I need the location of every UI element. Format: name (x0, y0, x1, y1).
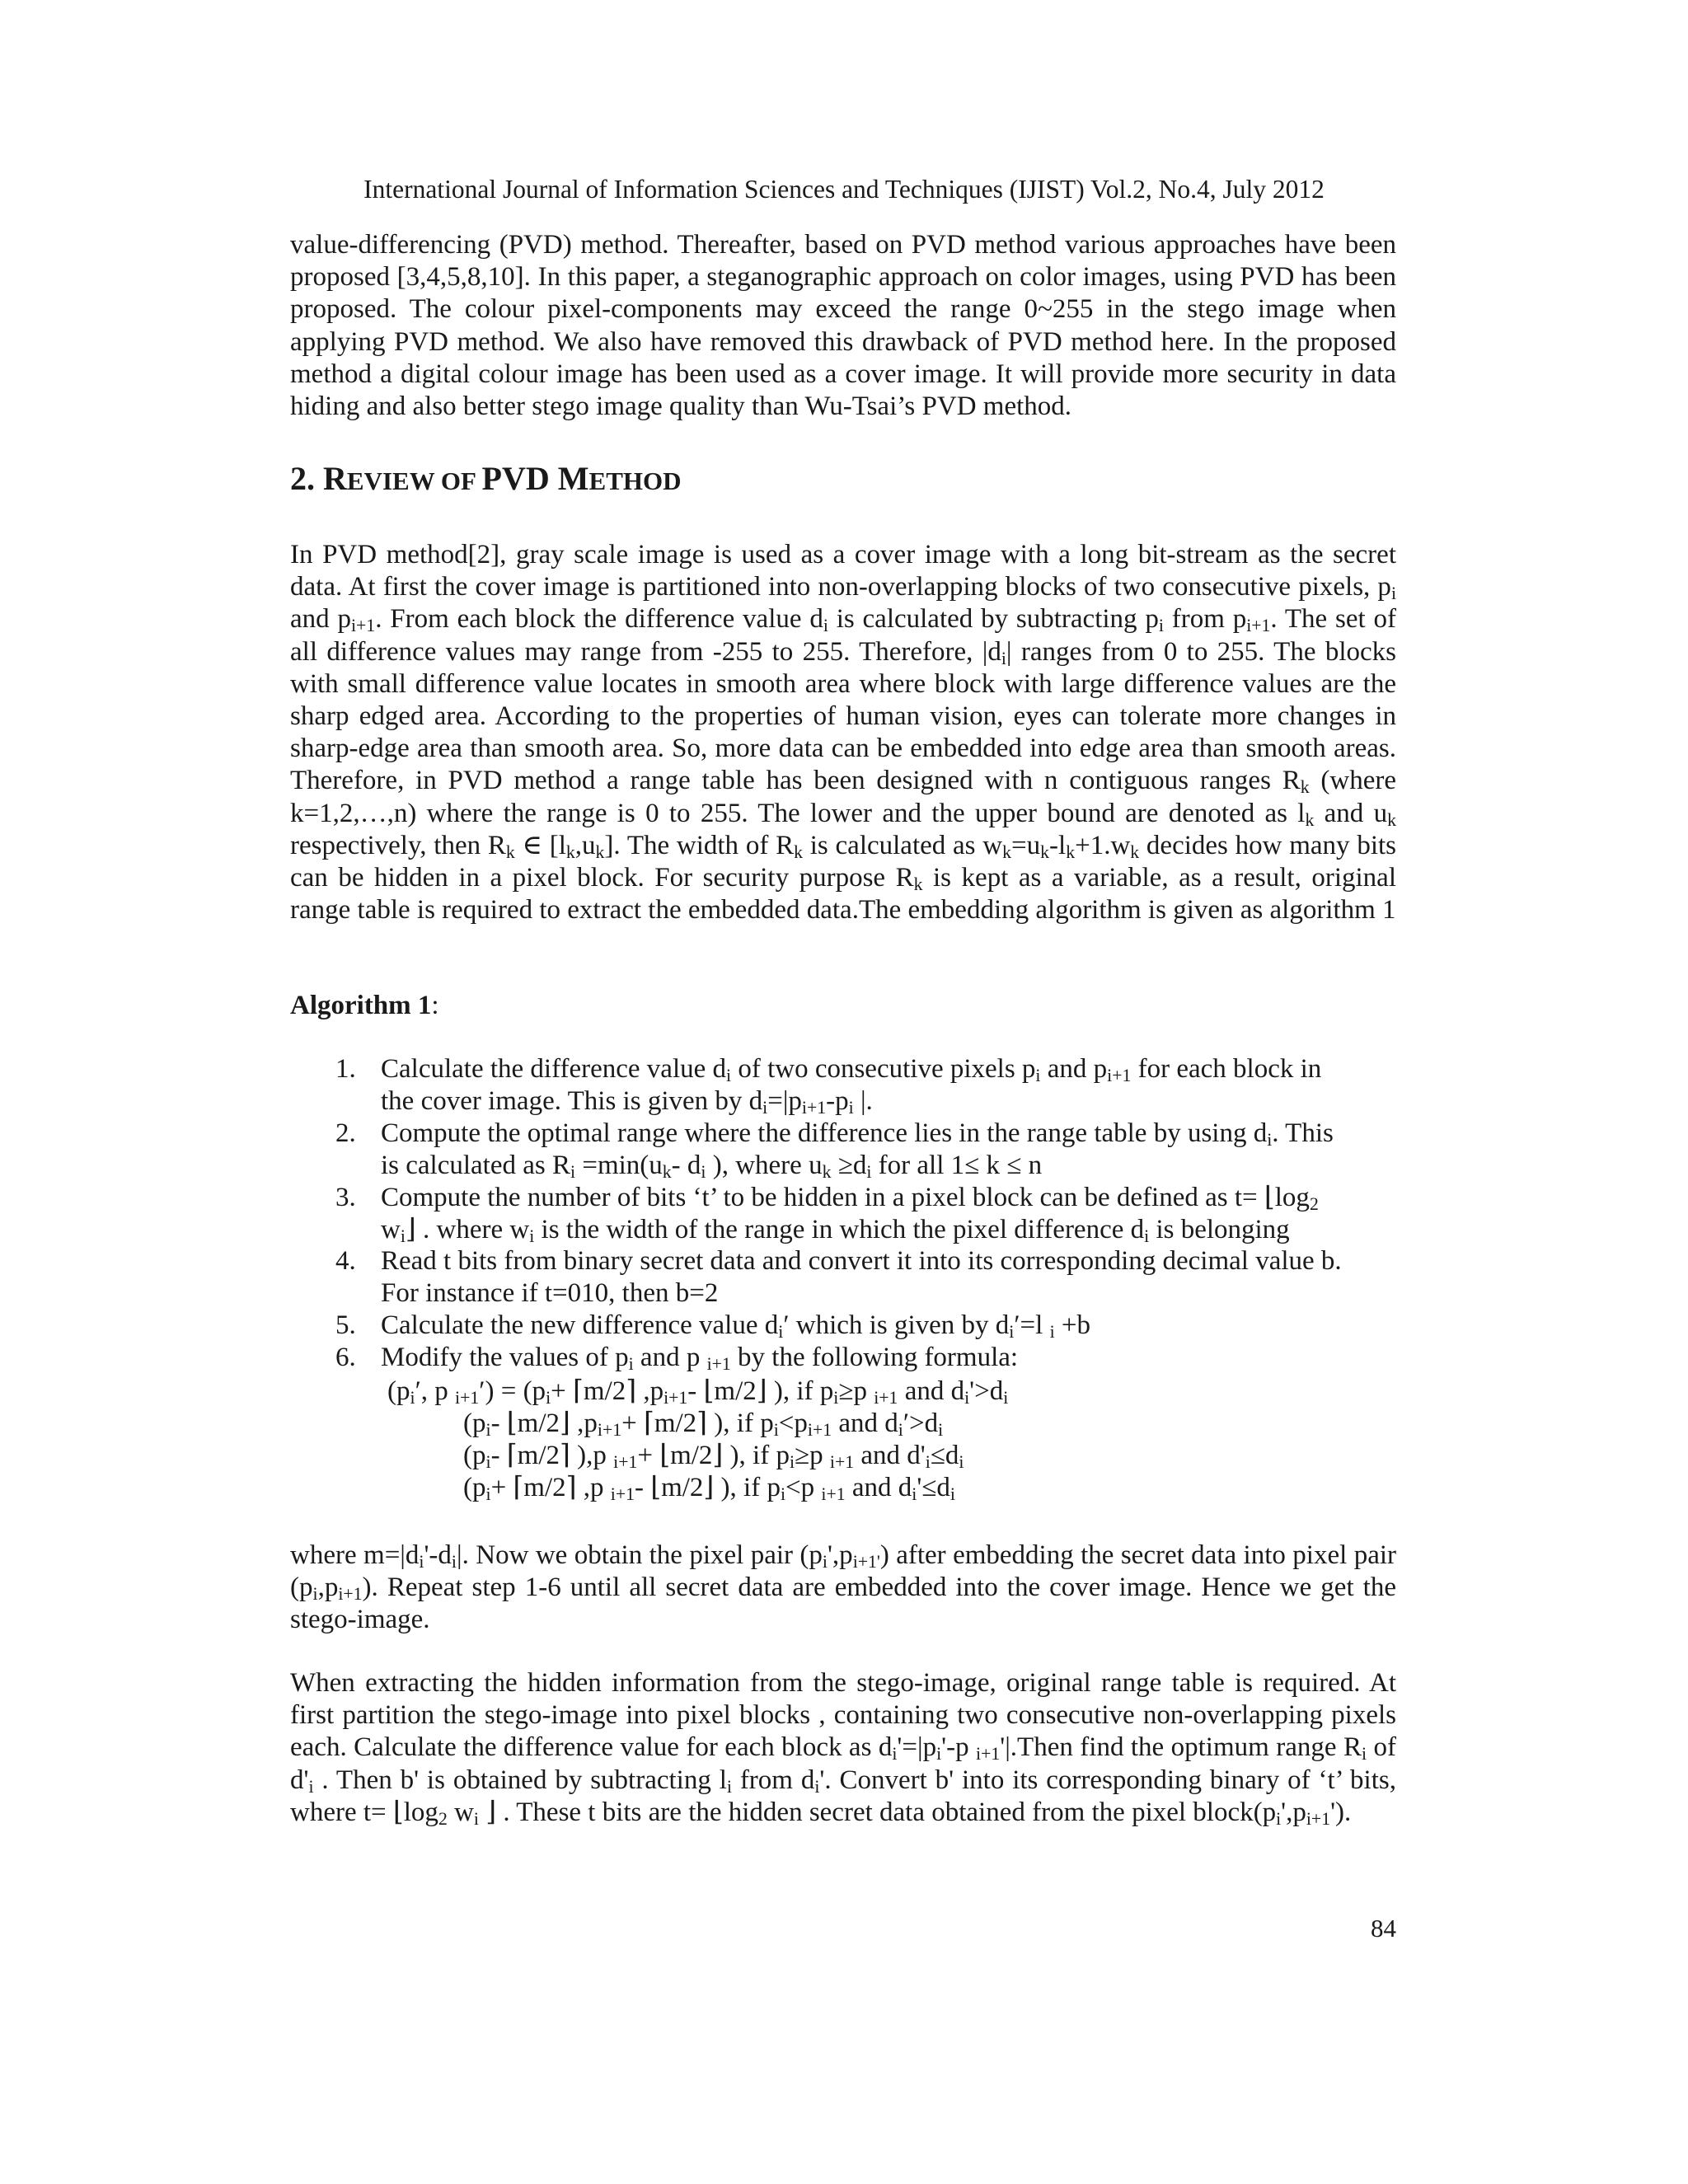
review-paragraph-subscript: k (1300, 777, 1310, 798)
formula-text: <p (778, 1408, 808, 1438)
review-paragraph-subscript: k (565, 841, 575, 862)
extract-paragraph-subscript: i+1 (976, 1744, 1001, 1765)
review-paragraph (290, 539, 1396, 926)
intro-block (290, 229, 1396, 423)
extract-paragraph-subscript: 2 (438, 1808, 448, 1829)
review-paragraph-text: respectively, then R (290, 830, 506, 860)
formula-subscript: i+1 (597, 1419, 622, 1440)
formula-text: <p (785, 1472, 822, 1502)
section-title-part-4: ETHOD (588, 466, 682, 495)
algorithm-heading-colon: : (431, 991, 439, 1020)
extract-paragraph-subscript: i (308, 1776, 314, 1797)
algorithm-step (290, 1118, 1396, 1182)
algorithm-step-text: +b (1054, 1310, 1091, 1341)
review-paragraph-subscript: k (794, 841, 803, 862)
after-paragraph-subscript: i (312, 1583, 318, 1604)
review-paragraph-text: decides how many bits can be hidden in a pixel block. For security purpose R (290, 830, 1396, 893)
section-title-part-2: EVIEW OF (346, 466, 482, 495)
review-paragraph-text: -l (1049, 830, 1067, 860)
algorithm-step-subscript: i+1 (1107, 1065, 1132, 1085)
section-heading-block (290, 459, 1396, 501)
extract-paragraph-subscript: i (892, 1744, 898, 1765)
after-paragraph-text: ). Repeat step 1-6 until all secret data are embedded into the cover image. Hence we get the stego-image. (290, 1572, 1396, 1635)
review-paragraph-subscript: k (1305, 809, 1315, 830)
algorithm-step-line (381, 1214, 1396, 1246)
algorithm-step-line (381, 1342, 1396, 1374)
formula-subscript: i+1 (613, 1451, 638, 1472)
formula-text: and d (845, 1472, 912, 1502)
formula-text: ≥p (838, 1376, 874, 1406)
review-paragraph-subscript: k (1040, 841, 1050, 862)
algorithm-formula (290, 1376, 1008, 1504)
extract-paragraph-subscript: i (814, 1776, 820, 1797)
review-paragraph-subscript: i (1390, 583, 1396, 603)
review-paragraph-text: +1.w (1075, 830, 1131, 860)
algorithm-step-text: and p (1040, 1054, 1108, 1084)
review-paragraph-text: and u (1314, 798, 1388, 828)
extract-paragraph-text: of d' (290, 1732, 1396, 1795)
formula-line (290, 1440, 1008, 1472)
formula-subscript: i (950, 1483, 955, 1504)
algorithm-heading-block (290, 990, 1396, 1022)
algorithm-step-line (381, 1053, 1396, 1085)
formula-subscript: i (410, 1387, 415, 1408)
extract-paragraph-text: w (447, 1797, 474, 1827)
extract-paragraph (290, 1667, 1396, 1829)
algorithm-step-text: -p (826, 1085, 849, 1116)
formula-subscript: i (789, 1451, 795, 1472)
review-paragraph-subscript: k (505, 841, 515, 862)
formula-text: + ⌈m/2⌉ ,p (490, 1472, 611, 1502)
review-paragraph-subscript: k (1130, 841, 1140, 862)
extract-paragraph-subscript: i (1276, 1808, 1282, 1829)
section-number: 2. (290, 460, 315, 497)
extract-paragraph-text: When extracting the hidden information from the stego-image, original range table is required. At first partition the stego-image into pixel blocks , containing two consecutive non-overlapping pixels each. Calculate the difference value for each block as d (290, 1668, 1396, 1763)
formula-text: ′>d (903, 1408, 939, 1438)
formula-subscript: i+1 (874, 1387, 898, 1408)
formula-line (290, 1376, 1008, 1408)
algorithm-step-line (381, 1085, 1396, 1118)
algorithm-step-subscript: i (866, 1161, 872, 1182)
section-title-part-1: R (323, 460, 347, 497)
algorithm-step-subscript: i (1035, 1065, 1041, 1085)
extract-paragraph-text: '. Convert b' into its corresponding binary of ‘t’ bits, where t= ⌊log (290, 1765, 1396, 1827)
algorithm-step-text: - d (671, 1150, 701, 1180)
formula-subscript: i (959, 1451, 964, 1472)
algorithm-step-number: 1. (335, 1054, 356, 1084)
algorithm-step-subscript: i (1144, 1226, 1150, 1246)
formula-text: + ⌊m/2⌋ ), if p (637, 1440, 790, 1470)
formula-subscript: i+1 (663, 1387, 688, 1408)
algorithm-step (290, 1182, 1396, 1246)
algorithm-step-text: Calculate the difference value d (381, 1054, 727, 1084)
formula-line (290, 1408, 1008, 1440)
review-paragraph-text: is calculated by subtracting p (828, 604, 1159, 635)
review-paragraph-text: . The set of all difference values may range from -255 to 255. Therefore, |d (290, 604, 1396, 667)
review-paragraph-subscript: k (1387, 809, 1396, 830)
after-paragraph-text: ) after embedding the secret data into pixel pair (p (290, 1540, 1396, 1603)
algorithm-step-text: by the following formula: (730, 1343, 1019, 1373)
formula-subscript: i (1003, 1387, 1009, 1408)
formula-text: (p (387, 1376, 410, 1406)
algorithm-steps (290, 1053, 1396, 1374)
algorithm-step-number: 2. (335, 1118, 356, 1148)
review-paragraph-subscript: i (1001, 648, 1006, 668)
formula-subscript: i (546, 1387, 551, 1408)
algorithm-step-text: w (381, 1214, 401, 1244)
algorithm-step-line (381, 1182, 1396, 1214)
algorithm-step-subscript: i (701, 1161, 706, 1182)
formula-text: and d (832, 1408, 898, 1438)
formula-subscript: i (485, 1451, 491, 1472)
review-paragraph-subscript: i+1 (1246, 616, 1271, 636)
review-paragraph-text: from p (1163, 604, 1247, 635)
review-paragraph-text: | ranges from 0 to 255. The blocks with small difference value locates in smooth area where block with large difference values are the sharp edged area. According to the properties of human vision, eyes can tolerate more changes in sharp-edge area than smooth area. So, more data can be embedded into edge area than smooth areas. Therefore, in PVD method a range table has been designed with n contiguous ranges R (290, 636, 1396, 796)
formula-subscript: i (938, 1419, 944, 1440)
algorithm-step-line (381, 1150, 1396, 1182)
formula-subscript: i (912, 1483, 917, 1504)
algorithm-step-line (381, 1277, 1396, 1310)
algorithm-step (290, 1245, 1396, 1310)
review-paragraph-text: ,u (574, 830, 596, 860)
algorithm-step-text: is calculated as R (381, 1150, 571, 1180)
review-paragraph-text: (where k=1,2,…,n) where the range is 0 to 255. The lower and the upper bound are denoted as l (290, 766, 1396, 828)
formula-line (290, 1472, 1008, 1504)
after-paragraph-text: where m=|d (290, 1540, 420, 1570)
journal-header: International Journal of Information Sciences and Techniques (IJIST) Vol.2, No.4, July 2012 (363, 175, 1325, 204)
extract-paragraph-text: ⌋ . These t bits are the hidden secret data obtained from the pixel block(p (478, 1797, 1277, 1827)
formula-text: + ⌈m/2⌉ ,p (551, 1376, 664, 1406)
algorithm-step-subscript: i (726, 1065, 732, 1085)
after-block (290, 1540, 1396, 1637)
section-title (290, 459, 1396, 501)
extract-paragraph-subscript: i+1 (1306, 1808, 1331, 1829)
algorithm-step-subscript: 2 (1309, 1193, 1319, 1214)
algorithm-step-text: Read t bits from binary secret data and convert it into its corresponding decimal value b. (381, 1246, 1342, 1277)
algorithm-step-text: is belonging (1149, 1214, 1290, 1244)
algorithm-step-number: 3. (335, 1182, 356, 1212)
formula-text: and d (898, 1376, 965, 1406)
after-paragraph-subscript: i (451, 1551, 457, 1572)
formula-subscript: i (925, 1451, 931, 1472)
review-paragraph-text: and p (290, 604, 351, 635)
algorithm-step (290, 1342, 1396, 1374)
after-paragraph-subscript: i (419, 1551, 424, 1572)
algorithm-step-text: =min(u (575, 1150, 663, 1180)
algorithm-step-text: is the width of the range in which the pixel difference d (534, 1214, 1145, 1244)
extract-paragraph-text: '-p (941, 1732, 977, 1763)
after-paragraph-subscript: i (822, 1551, 828, 1572)
algorithm-step-text: Compute the number of bits ‘t’ to be hidden in a pixel block can be defined as t= ⌊log (381, 1182, 1310, 1212)
algorithm-step-subscript: i+1 (706, 1353, 731, 1374)
formula-text: - ⌊m/2⌋ ,p (490, 1408, 598, 1438)
intro-paragraph: value-differencing (PVD) method. Thereafter, based on PVD method various approaches have been proposed [3,4,5,8,10]. In this paper, a steganographic approach on color images, using PVD has been proposed. The colour pixel-components may exceed the range 0~255 in the stego image when applying PVD method. We also have removed this drawback of PVD method here. In the proposed method a digital colour image has been used as a cover image. It will provide more security in data hiding and also better stego image quality than Wu-Tsai’s PVD method. (290, 230, 1396, 422)
review-paragraph-text: is calculated as w (802, 830, 1003, 860)
algorithm-step-subscript: i+1 (801, 1097, 827, 1118)
review-paragraph-text: ]. The width of R (604, 830, 795, 860)
algorithm-step-subscript: k (822, 1161, 832, 1182)
formula-text: - ⌊m/2⌋ ), if p (687, 1376, 834, 1406)
review-paragraph-subscript: k (1066, 841, 1076, 862)
formula-text: - ⌊m/2⌋ ), if p (634, 1472, 781, 1502)
algorithm-step-number: 5. (335, 1310, 356, 1341)
algorithm-step-subscript: i (848, 1097, 854, 1118)
algorithm-step-text: For instance if t=010, then b=2 (381, 1278, 719, 1309)
after-paragraph-subscript: i+1' (852, 1551, 880, 1572)
algorithm-step-text: ′ which is given by d (783, 1310, 1010, 1341)
page-number: 84 (1371, 1914, 1396, 1943)
formula-text: (p (463, 1440, 486, 1470)
algorithm-heading (290, 990, 1396, 1022)
algorithm-step (290, 1310, 1396, 1342)
algorithm-step-text: Compute the optimal range where the difference lies in the range table by using d (381, 1118, 1268, 1148)
algorithm-step-line (381, 1118, 1396, 1150)
algorithm-step-text: . This (1272, 1118, 1334, 1148)
algorithm-step-text: of two consecutive pixels p (731, 1054, 1036, 1084)
algorithm-step-text: =|p (767, 1085, 802, 1116)
formula-subscript: i (485, 1483, 491, 1504)
algorithm-step-line (381, 1310, 1396, 1342)
after-paragraph-text: |. Now we obtain the pixel pair (p (456, 1540, 823, 1570)
review-paragraph-text: In PVD method[2], gray scale image is used as a cover image with a long bit-stream as the secret data. At first the cover image is partitioned into non-overlapping blocks of two consecutive pixels, p (290, 540, 1396, 602)
formula-subscript: i+1 (821, 1483, 846, 1504)
formula-subscript: i (898, 1419, 903, 1440)
algorithm-step-subscript: i (400, 1226, 406, 1246)
extract-paragraph-subscript: i (473, 1808, 479, 1829)
review-paragraph-text: is kept as a variable, as a result, original range table is required to extract the embedded data.The embedding algorithm is given as algorithm 1 (290, 863, 1396, 926)
after-paragraph-text: ,p (317, 1572, 339, 1603)
review-paragraph-subscript: k (913, 874, 923, 894)
algorithm-step (290, 1053, 1396, 1118)
formula-subscript: i+1 (807, 1419, 832, 1440)
formula-text: '≤d (917, 1472, 950, 1502)
formula-text: ′) = (p (479, 1376, 546, 1406)
algorithm-step-line (381, 1245, 1396, 1277)
algorithm-step-subscript: i (778, 1322, 784, 1343)
review-paragraph-subscript: i (823, 616, 828, 636)
review-block (290, 539, 1396, 926)
after-paragraph (290, 1540, 1396, 1637)
extract-paragraph-subscript: i (726, 1776, 732, 1797)
formula-subscript: i+1 (610, 1483, 635, 1504)
algorithm-step-text: Calculate the new difference value d (381, 1310, 779, 1341)
algorithm-step-text: ≥d (831, 1150, 867, 1180)
algorithm-step-text: for all 1≤ k ≤ n (871, 1150, 1043, 1180)
algorithm-step-subscript: k (662, 1161, 672, 1182)
extract-paragraph-text: ',p (1281, 1797, 1306, 1827)
after-paragraph-text: ',p (827, 1540, 853, 1570)
algorithm-step-subscript: i (1049, 1322, 1055, 1343)
algorithm-step-subscript: i (762, 1097, 768, 1118)
algorithm-step-subscript: i (628, 1353, 634, 1374)
section-title-part-3: PVD M (481, 460, 589, 497)
algorithm-step-text: |. (853, 1085, 873, 1116)
algorithm-step-text: for each block in (1131, 1054, 1322, 1084)
algorithm-step-number: 6. (335, 1343, 356, 1373)
review-paragraph-text: . From each block the difference value d (375, 604, 823, 635)
algorithm-step-subscript: i (1009, 1322, 1015, 1343)
algorithm-step-subscript: i (529, 1226, 535, 1246)
algorithm-step-text: Modify the values of p (381, 1343, 629, 1373)
formula-subscript: i+1 (455, 1387, 480, 1408)
formula-subscript: i (773, 1419, 779, 1440)
formula-subscript: i (964, 1387, 970, 1408)
algorithm-step-subscript: i (570, 1161, 576, 1182)
extract-paragraph-text: . Then b' is obtained by subtracting l (313, 1765, 727, 1795)
algorithm-step-text: ⌋ . where w (405, 1214, 530, 1244)
review-paragraph-text: =u (1011, 830, 1041, 860)
extract-paragraph-text: from d (731, 1765, 815, 1795)
after-paragraph-text: '-d (424, 1540, 452, 1570)
formula-subscript: i+1 (829, 1451, 855, 1472)
review-paragraph-subscript: k (595, 841, 605, 862)
after-paragraph-subscript: i+1 (338, 1583, 363, 1604)
extract-paragraph-subscript: i (1361, 1744, 1367, 1765)
formula-subscript: i (485, 1419, 491, 1440)
algorithm-step-subscript: i (1267, 1129, 1273, 1150)
formula-text: ≥p (795, 1440, 830, 1470)
formula-text: ≤d (930, 1440, 959, 1470)
formula-text: '>d (969, 1376, 1004, 1406)
formula-text: (p (463, 1408, 486, 1438)
formula-text: + ⌈m/2⌉ ), if p (621, 1408, 774, 1438)
formula-text: (p (463, 1472, 486, 1502)
algorithm-heading-text: Algorithm 1 (290, 991, 432, 1020)
extract-block (290, 1667, 1396, 1829)
review-paragraph-subscript: i+1 (350, 616, 376, 636)
algorithm-step-number: 4. (335, 1246, 356, 1277)
formula-text: - ⌈m/2⌉ ),p (490, 1440, 614, 1470)
algorithm-step-text: the cover image. This is given by d (381, 1085, 763, 1116)
formula-text: ′, p (415, 1376, 456, 1406)
extract-paragraph-text: '=|p (897, 1732, 937, 1763)
extract-paragraph-text: '|.Then find the optimum range R (1000, 1732, 1362, 1763)
formula-subscript: i (780, 1483, 786, 1504)
formula-subscript: i (833, 1387, 839, 1408)
algorithm-step-text: ′=l (1014, 1310, 1050, 1341)
formula-text: and d' (854, 1440, 926, 1470)
review-paragraph-subscript: i (1158, 616, 1164, 636)
extract-paragraph-subscript: i (936, 1744, 942, 1765)
review-paragraph-subscript: k (1002, 841, 1011, 862)
review-paragraph-text: ∈ [l (514, 830, 566, 860)
algorithm-step-text: ), where u (706, 1150, 823, 1180)
algorithm-step-text: and p (633, 1343, 707, 1373)
extract-paragraph-text: '). (1330, 1797, 1352, 1827)
